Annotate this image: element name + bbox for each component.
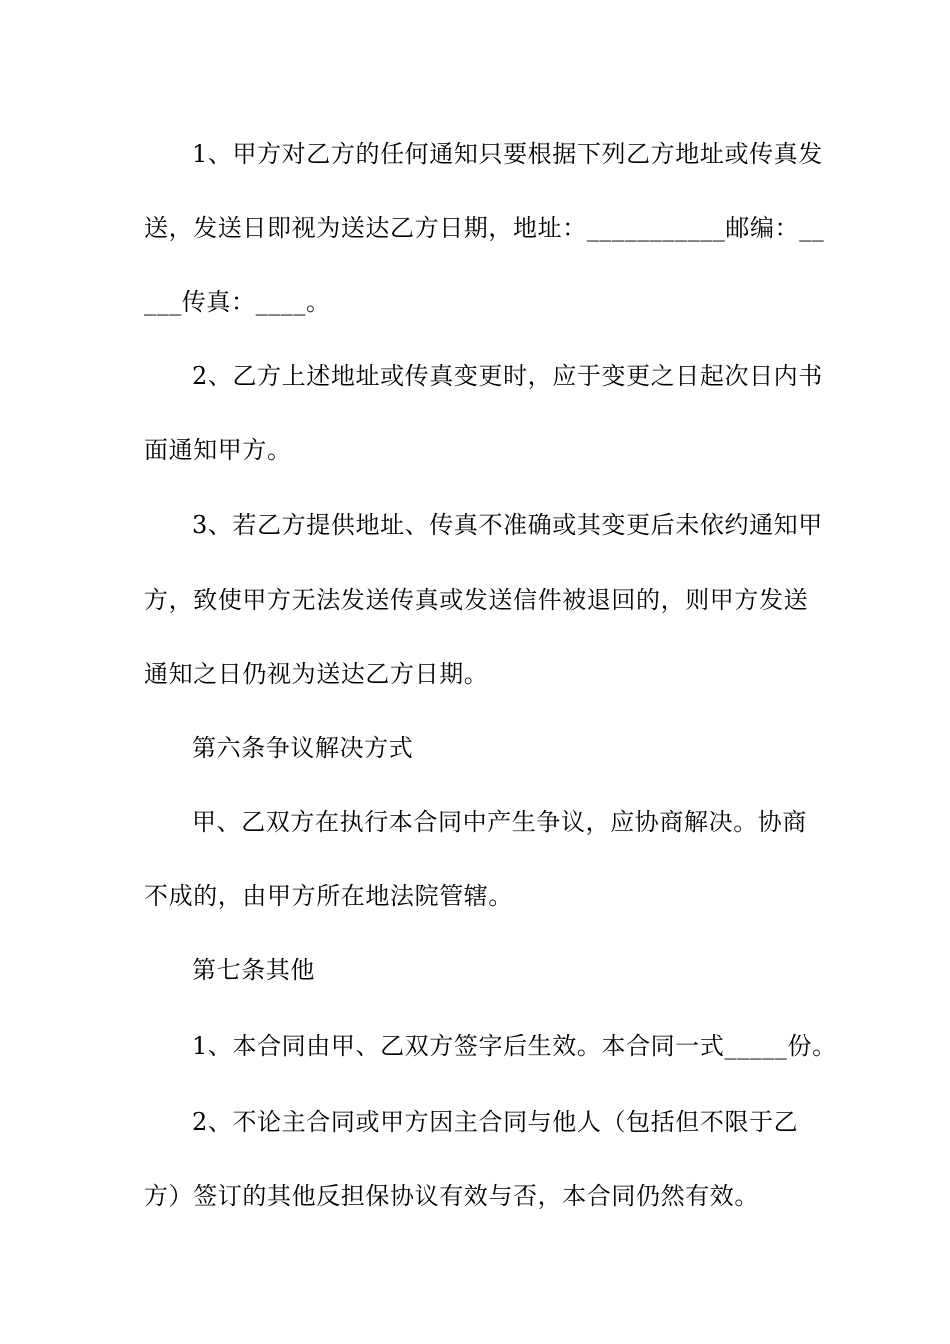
paragraph-line: 面通知甲方。 — [144, 436, 292, 464]
paragraph-line: 甲、乙双方在执行本合同中产生争议，应协商解决。协商 — [192, 808, 807, 836]
section-heading: 第六条争议解决方式 — [192, 734, 414, 762]
paragraph-line: 方）签订的其他反担保协议有效与否，本合同仍然有效。 — [144, 1182, 759, 1210]
paragraph-line: 3、若乙方提供地址、传真不准确或其变更后未依约通知甲 — [192, 511, 823, 539]
paragraph-line: 2、不论主合同或甲方因主合同与他人（包括但不限于乙 — [192, 1108, 799, 1136]
paragraph-line: 1、本合同由甲、乙双方签字后生效。本合同一式_____份。 — [192, 1032, 837, 1060]
paragraph-line: ___传真：____。 — [144, 288, 331, 316]
paragraph-line: 送，发送日即视为送达乙方日期，地址：___________邮编：__ — [144, 214, 825, 242]
paragraph-line: 2、乙方上述地址或传真变更时，应于变更之日起次日内书 — [192, 362, 823, 390]
paragraph-line: 通知之日仍视为送达乙方日期。 — [144, 660, 489, 688]
paragraph-line: 不成的，由甲方所在地法院管辖。 — [144, 882, 513, 910]
paragraph-line: 方，致使甲方无法发送传真或发送信件被退回的，则甲方发送 — [144, 586, 809, 614]
section-heading: 第七条其他 — [192, 956, 315, 984]
paragraph-line: 1、甲方对乙方的任何通知只要根据下列乙方地址或传真发 — [192, 140, 823, 168]
